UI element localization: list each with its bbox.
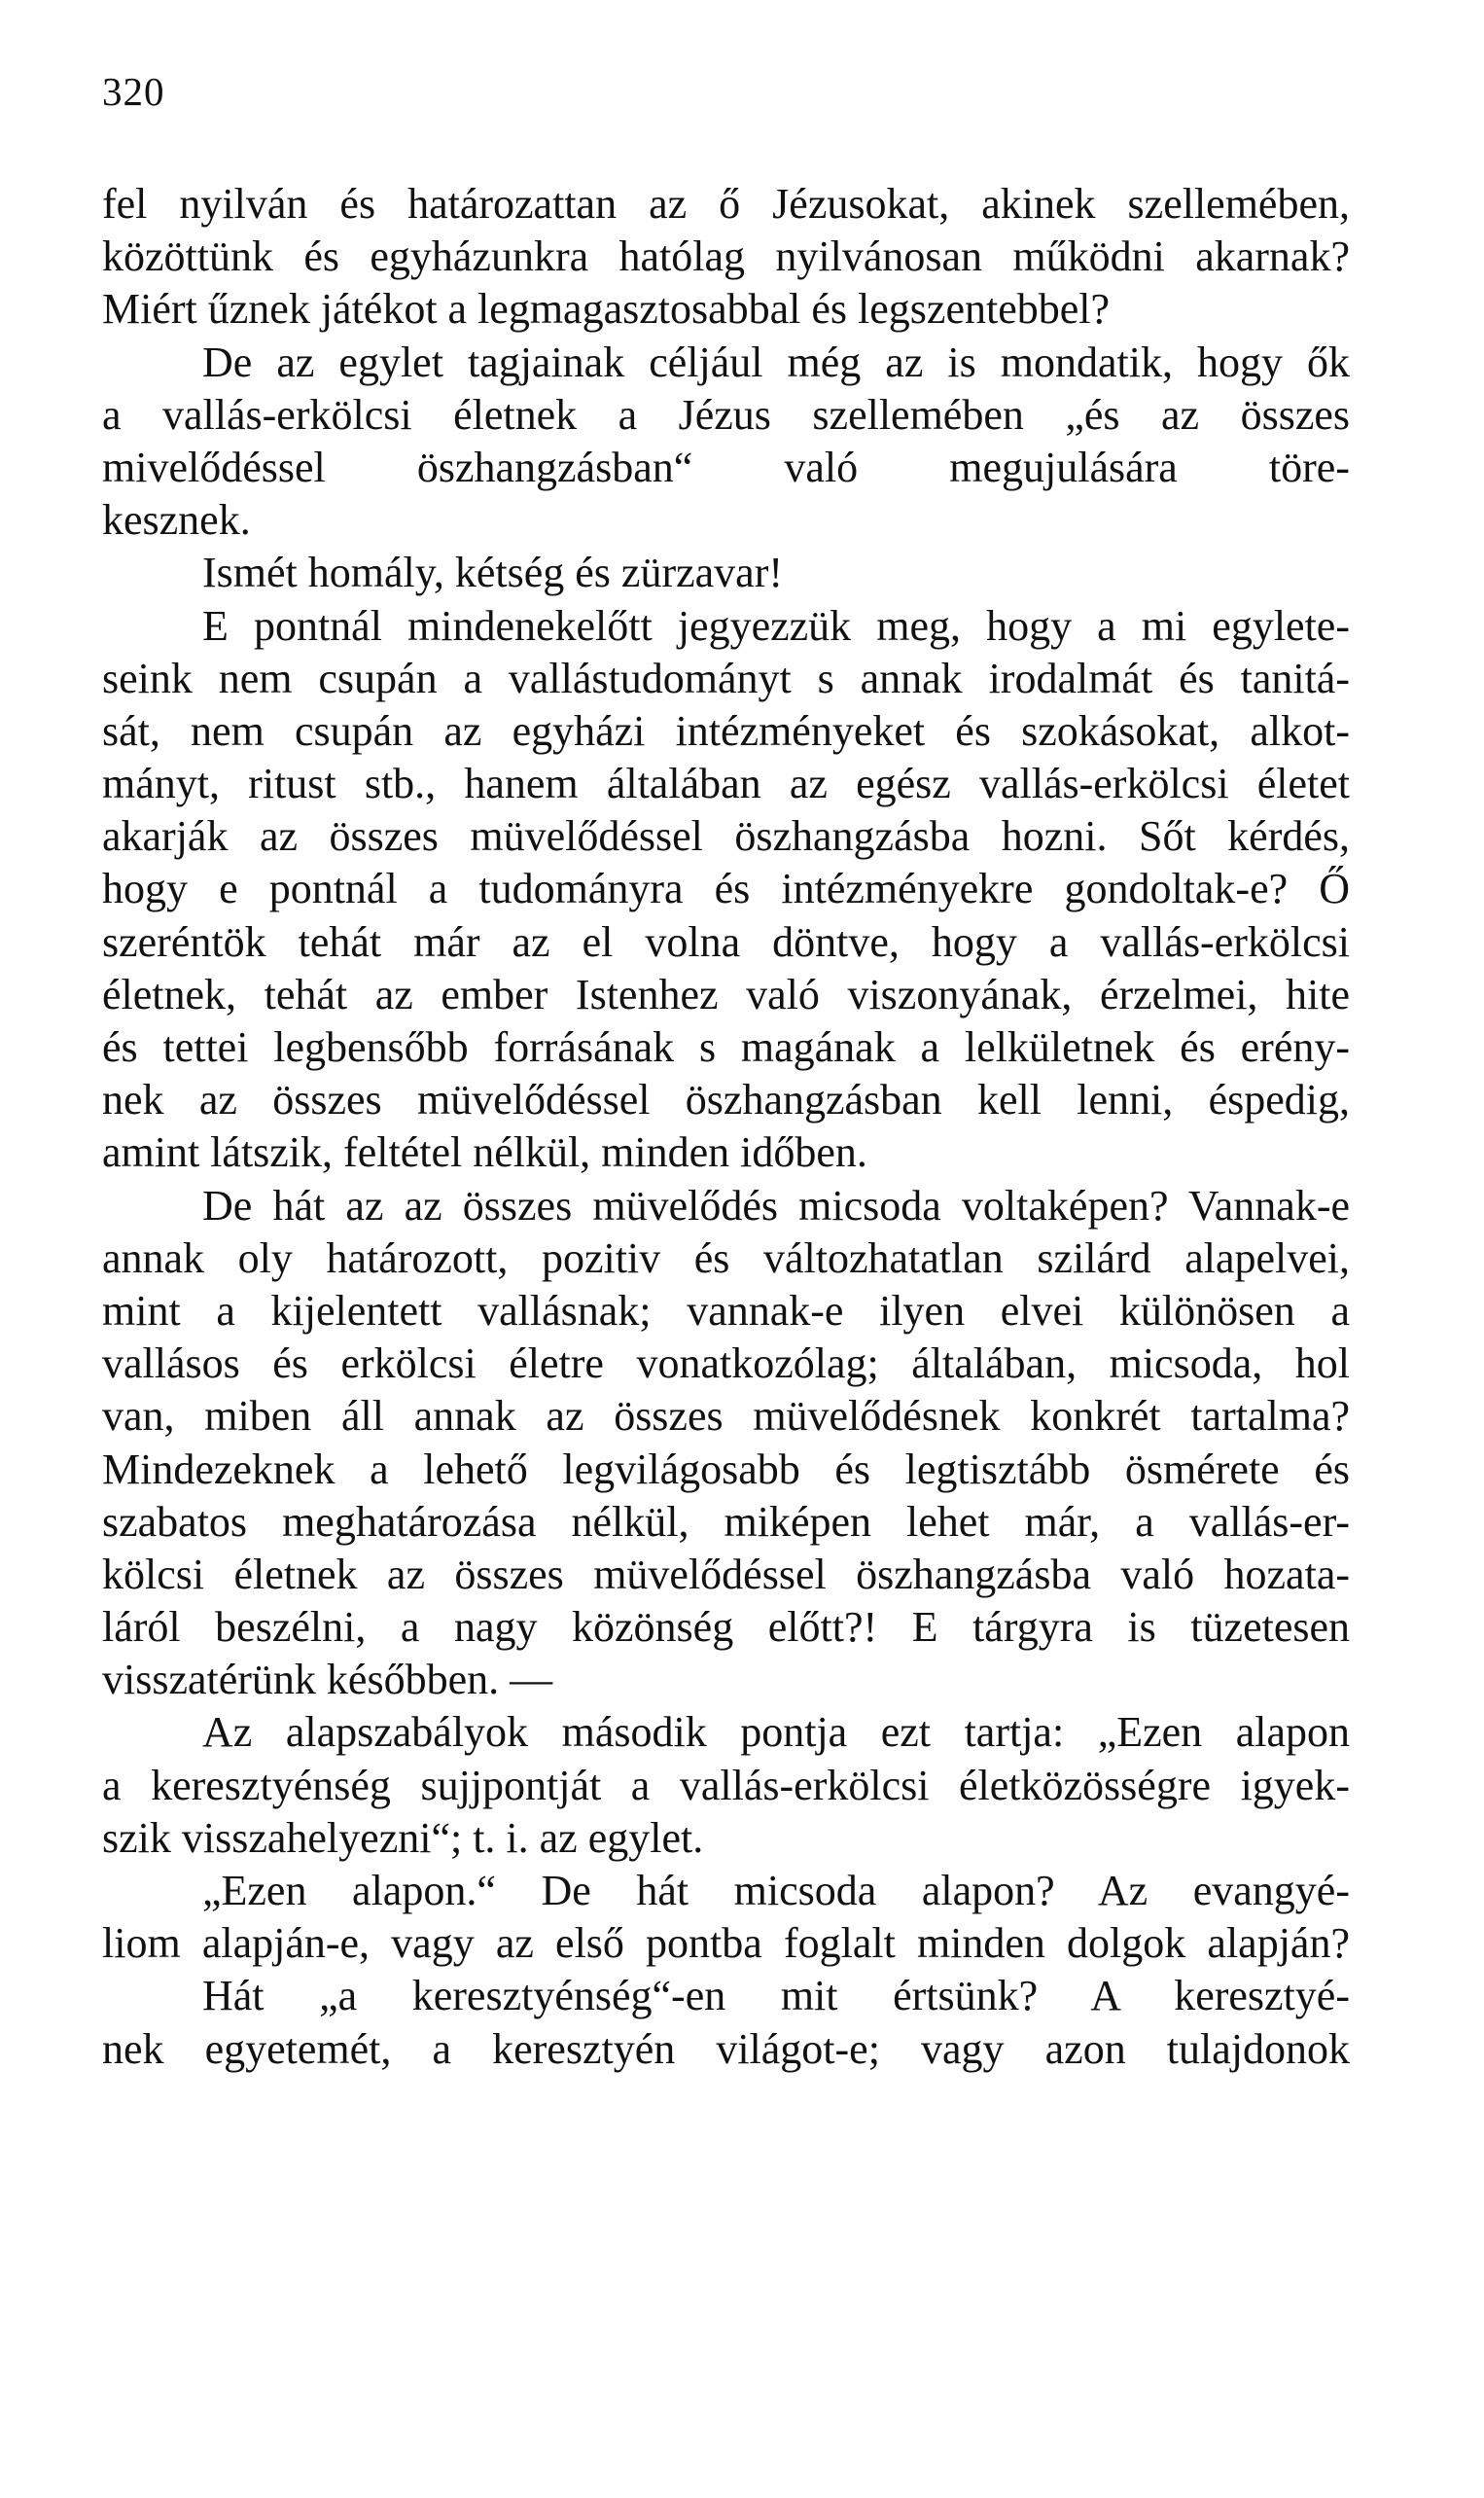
text-line: Ismét homály, kétség és zürzavar! [202,549,784,597]
text-line: seink nem csupán a vallástudományt s annak irodalmát és tanitá- [102,654,1350,702]
text-line: Mindezeknek a lehető legvilágosabb és legtisztább ösmérete és [102,1445,1350,1493]
text-line: hogy e pontnál a tudományra és intézményekre gondoltak-e? Ő [102,865,1350,913]
text-line: nek egyetemét, a keresztyén világot-e; vagy azon tulajdonok [102,2024,1350,2073]
text-line: amint látszik, feltétel nélkül, minden időben. [102,1128,867,1177]
text-line: láról beszélni, a nagy közönség előtt?! E tárgyra is tüzetesen [102,1603,1350,1652]
text-line: életnek, tehát az ember Istenhez való viszonyának, érzelmei, hite [102,970,1350,1018]
body-text [102,178,1350,2076]
text-line: van, miben áll annak az összes müvelődésnek konkrét tartalma? [102,1392,1350,1441]
text-line: a keresztyénség sujjpontját a vallás-erkölcsi életközösségre igyek- [102,1761,1350,1809]
text-line: visszatérünk későbben. — [102,1656,553,1704]
text-line: Miért űznek játékot a legmagasztosabbal és legszentebbel? [102,285,1111,334]
text-line: sát, nem csupán az egyházi intézményeket és szokásokat, alkot- [102,706,1350,755]
text-line: Az alapszabályok második pontja ezt tartja: „Ezen alapon [202,1708,1350,1757]
text-line: „Ezen alapon.“ De hát micsoda alapon? Az evangyé- [202,1867,1350,1914]
text-line: De az egylet tagjainak céljául még az is mondatik, hogy ők [202,338,1350,386]
text-line: kesznek. [102,496,251,545]
text-line: közöttünk és egyházunkra hatólag nyilvánosan működni akarnak? [102,232,1350,281]
text-line: mivelődéssel öszhangzásban“ való megujulására töre- [102,443,1350,491]
text-line: fel nyilván és határozattan az ő Jézusokat, akinek szellemében, [102,180,1350,228]
page-number: 320 [102,69,165,114]
text-line: mányt, ritust stb., hanem általában az egész vallás-erkölcsi életet [102,760,1350,808]
text-line: mint a kijelentett vallásnak; vannak-e ilyen elvei különösen a [102,1286,1350,1335]
text-line: liom alapján-e, vagy az első pontba foglalt minden dolgok alapján? [102,1919,1350,1968]
text-line: vallásos és erkölcsi életre vonatkozólag; általában, micsoda, hol [102,1339,1350,1388]
text-line: szeréntök tehát már az el volna döntve, hogy a vallás-erkölcsi [102,917,1350,966]
text-line: szik visszahelyezni“; t. i. az egylet. [102,1813,704,1862]
text-line: kölcsi életnek az összes müvelődéssel öszhangzásba való hozata- [102,1550,1350,1598]
text-line: szabatos meghatározása nélkül, miképen lehet már, a vallás-er- [102,1497,1350,1546]
text-line: annak oly határozott, pozitiv és változhatatlan szilárd alapelvei, [102,1233,1350,1282]
text-line: E pontnál mindenekelőtt jegyezzük meg, hogy a mi egylete- [202,601,1350,650]
text-line: a vallás-erkölcsi életnek a Jézus szellemében „és az összes [102,390,1350,439]
text-line: De hát az az összes müvelődés micsoda voltaképen? Vannak-e [202,1181,1350,1230]
text-line: Hát „a keresztyénség“-en mit értsünk? A keresztyé- [202,1972,1350,2020]
text-line: akarják az összes müvelődéssel öszhangzásba hozni. Sőt kérdés, [102,812,1350,861]
text-line: nek az összes müvelődéssel öszhangzásban kell lenni, éspedig, [102,1076,1350,1124]
text-line: és tettei legbensőbb forrásának s magának a lelkületnek és erény- [102,1023,1350,1071]
